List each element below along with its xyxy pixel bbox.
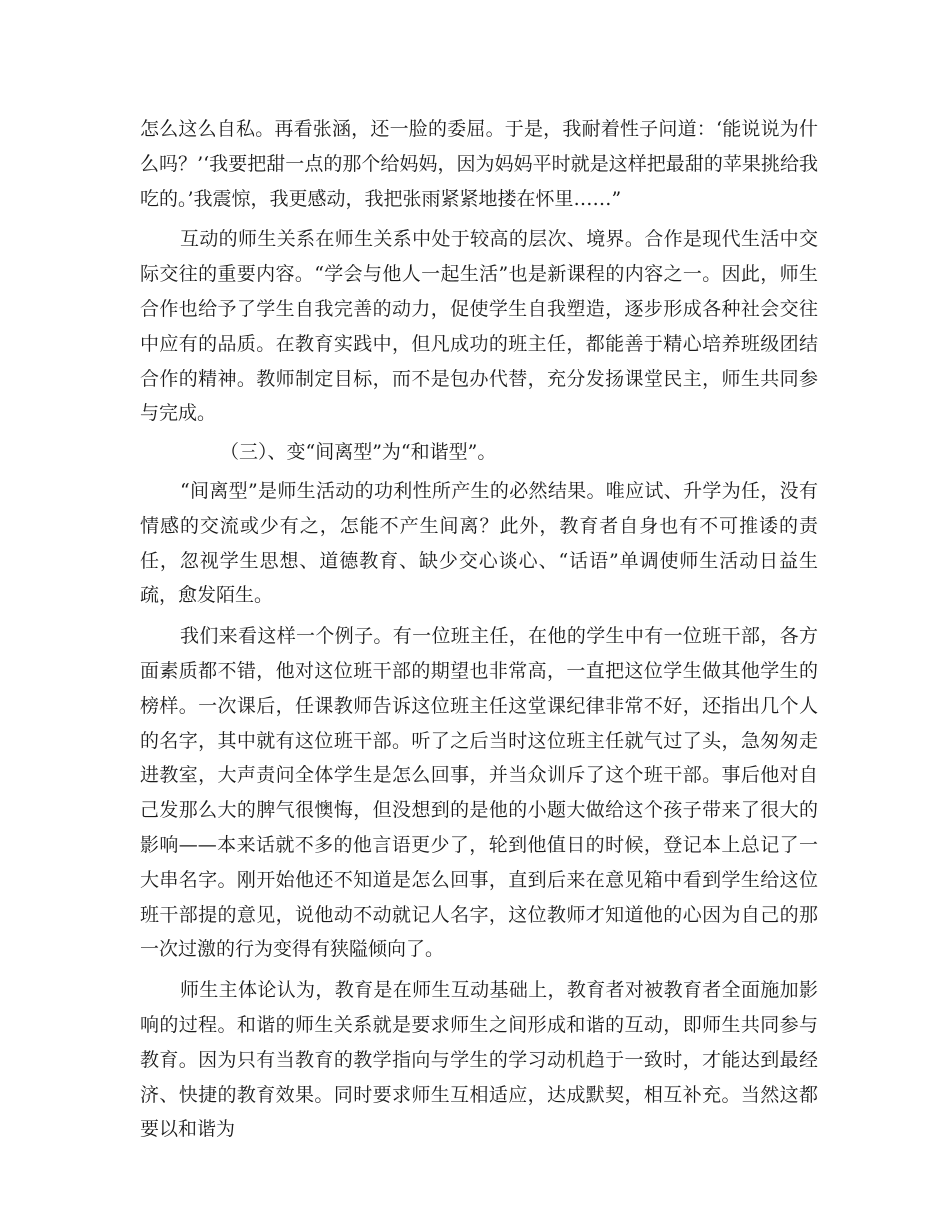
section-heading: （三）、变“间离型”为“和谐型”。	[220, 441, 497, 464]
paragraph-interactive-relationship: 互动的师生关系在师生关系中处于较高的层次、境界。合作是现代生活中交际交往的重要内容。“学会与他人一起生活”也是新课程的内容之一。因此，师生合作也给予了学生自我完善的动力，促使学生自我塑造，逐步形成各种社会交往中应有的品质。在教育实践中，但凡成功的班主任，都能善于精心培养班级团结合作的精神。教师制定目标，而不是包办代替，充分发扬课堂民主，师生共同参与完成。	[140, 228, 818, 425]
paragraph-alienation-type: “间离型”是师生活动的功利性所产生的必然结果。唯应试、升学为任，没有情感的交流或少有之，怎能不产生间离？此外，教育者自身也有不可推诿的责任，忽视学生思想、道德教育、缺少交心谈心、“话语”单调使师生活动日益生疏，愈发陌生。	[140, 479, 818, 607]
paragraph-continued-quote: 怎么这么自私。再看张涵，还一脸的委屈。于是，我耐着性子问道：‘能说说为什么吗？’‘我要把甜一点的那个给妈妈，因为妈妈平时就是这样把最甜的苹果挑给我吃的。’我震惊，我更感动，我把张雨紧紧地搂在怀里……”	[140, 118, 818, 210]
document-body	[140, 112, 818, 1147]
paragraph-example: 我们来看这样一个例子。有一位班主任，在他的学生中有一位班干部，各方面素质都不错，他对这位班干部的期望也非常高，一直把这位学生做其他学生的榜样。一次课后，任课教师告诉这位班主任这堂课纪律非常不好，还指出几个人的名字，其中就有这位班干部。听了之后当时这位班主任就气过了头，急匆匆走进教室，大声责问全体学生是怎么回事，并当众训斥了这个班干部。事后他对自己发那么大的脾气很懊悔，但没想到的是他的小题大做给这个孩子带来了很大的影响——本来话就不多的他言语更少了，轮到他值日的时候，登记本上总记了一大串名字。刚开始他还不知道是怎么回事，直到后来在意见箱中看到学生给这位班干部提的意见，说他动不动就记人名字，这位教师才知道他的心因为自己的那一次过激的行为变得有狭隘倾向了。	[140, 625, 818, 961]
paragraph-subject-theory: 师生主体论认为，教育是在师生互动基础上，教育者对被教育者全面施加影响的过程。和谐的师生关系就是要求师生之间形成和谐的互动，即师生共同参与教育。因为只有当教育的教学指向与学生的学习动机趋于一致时，才能达到最经济、快捷的教育效果。同时要求师生互相适应，达成默契，相互补充。当然这都要以和谐为	[140, 979, 818, 1141]
